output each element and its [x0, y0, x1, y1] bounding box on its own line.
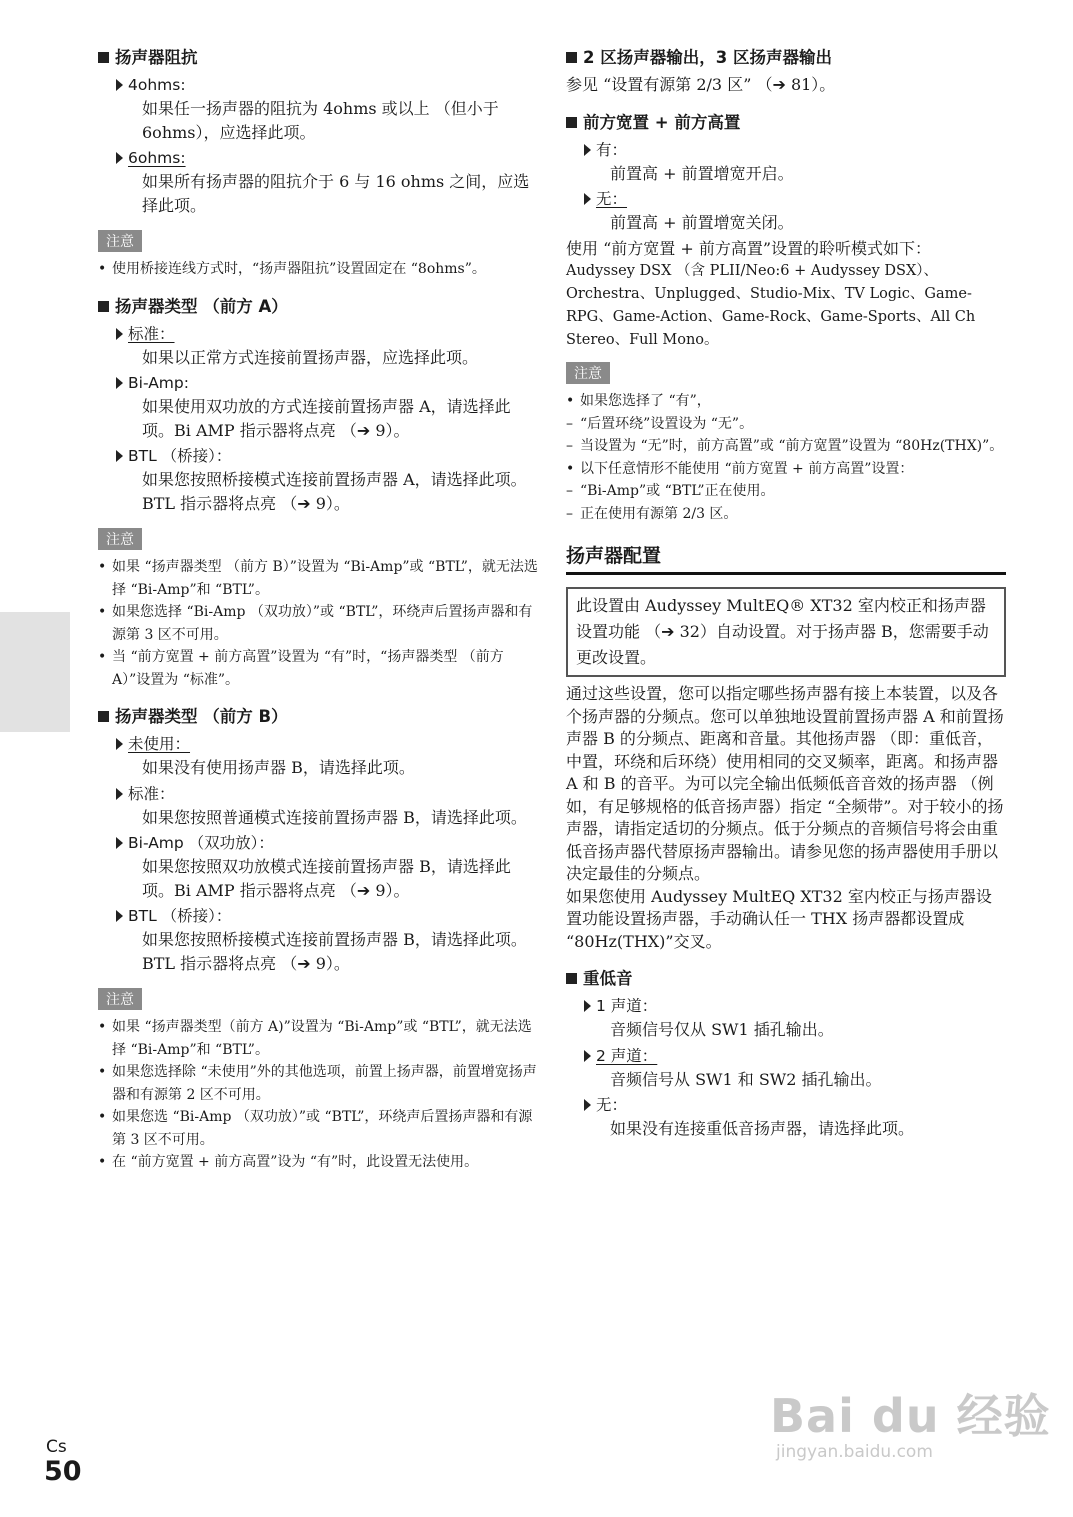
subwoofer-option-1ch: 1 声道： [584, 995, 1006, 1018]
triangle-bullet-icon [116, 79, 123, 91]
speaker-config-para1: 通过这些设置，您可以指定哪些扬声器有接上本装置，以及各个扬声器的分频点。您可以单独地设置前置扬声器 A 和前置扬声器 B 的分频点、距离和音量。其他扬声器 （即：重低音，中置，环绕和后环绕）使用相同的交叉频率，距离。和扬声器 A 和 B 的音平。为可以完全输出低频低音音效的扬声器 （例如，有足够规格的低音扬声器）指定 “全频带”。对于较小的扬声器，请指定适切的分频点。低于分频点的音频信号将会由重低音扬声器代替原扬声器输出。请参见您的扬声器使用手册以决定最佳的分频点。 [566, 684, 1004, 883]
note-item: • 如果 “扬声器类型（前方 A)”设置为 “Bi-Amp”或 “BTL”，就无法选择 “Bi-Amp”和 “BTL”。 [98, 1019, 532, 1058]
triangle-bullet-icon [584, 1099, 591, 1111]
triangle-bullet-icon [116, 377, 123, 389]
triangle-bullet-icon [116, 837, 123, 849]
type-b-option-unused-desc: 如果没有使用扬声器 B，请选择此项。 [142, 758, 415, 777]
wide-high-modes: Audyssey DSX （含 PLII/Neo:6 + Audyssey DSX）、Orchestra、Unplugged、Studio-Mix、TV Logic、Game-RPG、Game-Action、Game-Rock、Game-Sports、All Ch Stereo、Full Mono。 [566, 263, 976, 348]
note-item: • 在 “前方宽置 + 前方高置”设为 “有”时，此设置无法使用。 [98, 1154, 479, 1170]
triangle-bullet-icon [116, 738, 123, 750]
wide-high-option-on: 有： [584, 139, 1006, 162]
note-item: • 如果您选择了 “有”， [566, 393, 711, 409]
triangle-bullet-icon [584, 1050, 591, 1062]
triangle-bullet-icon [116, 788, 123, 800]
type-b-notes [98, 1016, 540, 1174]
note-label: 注意 [98, 528, 142, 550]
note-label: 注意 [98, 988, 142, 1010]
type-b-option-unused: 未使用： [116, 733, 540, 756]
type-a-notes [98, 556, 540, 691]
subwoofer-option-none-desc: 如果没有连接重低音扬声器，请选择此项。 [610, 1119, 915, 1138]
note-item: – 正在使用有源第 2/3 区。 [566, 505, 738, 522]
speaker-config-para2: 如果您使用 Audyssey MultEQ XT32 室内校正与扬声器设置功能设置扬声器，手动确认任一 THX 扬声器都设置成 “80Hz(THX)”交叉。 [566, 886, 992, 951]
wide-high-intro: 使用 “前方宽置 + 前方高置”设置的聆听模式如下： [566, 238, 932, 258]
square-bullet-icon [98, 52, 109, 63]
triangle-bullet-icon [584, 144, 591, 156]
zone-output-text: 参见 “设置有源第 2/3 区” （➔ 81）。 [566, 75, 836, 94]
type-a-option-biamp-desc: 如果使用双功放的方式连接前置扬声器 A，请选择此项。Bi AMP 指示器将点亮 （➔ 9）。 [142, 397, 511, 440]
option-4ohms: 4ohms: [116, 74, 540, 97]
triangle-bullet-icon [584, 1000, 591, 1012]
square-bullet-icon [98, 301, 109, 312]
note-item: – “Bi-Amp”或 “BTL”正在使用。 [566, 483, 775, 499]
note-item: • 如果 “扬声器类型 （前方 B）”设置为 “Bi-Amp”或 “BTL”，就无法选择 “Bi-Amp”和 “BTL”。 [98, 559, 538, 598]
triangle-bullet-icon [116, 910, 123, 922]
type-a-option-btl: BTL （桥接）： [116, 445, 540, 468]
subwoofer-option-none: 无： [584, 1094, 1006, 1117]
type-b-option-standard-desc: 如果您按照普通模式连接前置扬声器 B，请选择此项。 [142, 807, 527, 827]
type-b-heading: 扬声器类型 （前方 B） [98, 705, 540, 729]
speaker-config-title: 扬声器配置 [566, 541, 1006, 575]
right-column [566, 40, 1006, 1144]
watermark-url: jingyan.baidu.com [776, 1442, 933, 1462]
wide-high-heading: 前方宽置 + 前方高置 [566, 111, 1006, 135]
type-a-heading: 扬声器类型 （前方 A） [98, 295, 540, 319]
speaker-config-box: 此设置由 Audyssey MultEQ® XT32 室内校正和扬声器设置功能 （➔ 32）自动设置。对于扬声器 B，您需要手动更改设置。 [566, 587, 1006, 677]
note-item: • 如果您选择除 “未使用”外的其他选项，前置上扬声器，前置增宽扬声器和有源第 2 区不可用。 [98, 1064, 537, 1103]
type-a-option-biamp: Bi-Amp: [116, 372, 540, 395]
wide-high-option-off: 无： [584, 188, 1006, 211]
triangle-bullet-icon [584, 193, 591, 205]
subwoofer-option-1ch-desc: 音频信号仅从 SW1 插孔输出。 [610, 1020, 834, 1039]
zone-output-heading: 2 区扬声器输出，3 区扬声器输出 [566, 46, 1006, 70]
impedance-notes [98, 258, 540, 281]
square-bullet-icon [566, 117, 577, 128]
note-item: – “后置环绕”设置设为 “无”。 [566, 415, 754, 432]
square-bullet-icon [98, 711, 109, 722]
note-label: 注意 [98, 230, 142, 252]
left-column [98, 40, 540, 1174]
note-item: • 如果您选 “Bi-Amp （双功放）”或 “BTL”，环绕声后置扬声器和有源第 3 区不可用。 [98, 1109, 533, 1148]
triangle-bullet-icon [116, 450, 123, 462]
wide-high-notes [566, 390, 1006, 525]
wide-high-option-on-desc: 前置高 + 前置增宽开启。 [610, 163, 794, 183]
page-number: 50 [44, 1456, 82, 1487]
triangle-bullet-icon [116, 152, 123, 164]
type-b-option-standard: 标准： [116, 783, 540, 806]
baidu-watermark [770, 1380, 1051, 1462]
subwoofer-option-2ch-desc: 音频信号从 SW1 和 SW2 插孔输出。 [610, 1069, 882, 1089]
type-b-option-btl-desc: 如果您按照桥接模式连接前置扬声器 B，请选择此项。BTL 指示器将点亮 （➔ 9）。 [142, 930, 527, 973]
subwoofer-option-2ch: 2 声道： [584, 1045, 1006, 1068]
square-bullet-icon [566, 973, 577, 984]
type-a-option-standard: 标准： [116, 323, 540, 346]
note-item: • 当 “前方宽置 + 前方高置”设置为 “有”时，“扬声器类型 （前方 A）”设置为 “标准”。 [98, 649, 504, 688]
triangle-bullet-icon [116, 328, 123, 340]
note-item: • 如果您选择 “Bi-Amp （双功放）”或 “BTL”，环绕声后置扬声器和有源第 3 区不可用。 [98, 604, 533, 643]
type-a-option-standard-desc: 如果以正常方式连接前置扬声器，应选择此项。 [142, 347, 479, 367]
subwoofer-heading: 重低音 [566, 967, 1006, 991]
square-bullet-icon [566, 52, 577, 63]
wide-high-option-off-desc: 前置高 + 前置增宽关闭。 [610, 213, 794, 232]
note-item: • 使用桥接连线方式时，“扬声器阻抗”设置固定在 “8ohms”。 [98, 261, 486, 277]
watermark-brand: Bai du 经验 [770, 1389, 1051, 1443]
note-label: 注意 [566, 362, 610, 384]
chapter-side-tab [0, 612, 70, 732]
option-6ohms: 6ohms: [116, 147, 540, 170]
type-b-option-biamp-desc: 如果您按照双功放模式连接前置扬声器 B，请选择此项。Bi AMP 指示器将点亮 （➔ 9）。 [142, 857, 511, 900]
impedance-heading: 扬声器阻抗 [98, 46, 540, 70]
option-4ohms-desc: 如果任一扬声器的阻抗为 4ohms 或以上 （但小于 6ohms），应选择此项。 [142, 99, 499, 142]
type-b-option-biamp: Bi-Amp （双功放）： [116, 832, 540, 855]
page-language-code: Cs [46, 1437, 67, 1457]
type-a-option-btl-desc: 如果您按照桥接模式连接前置扬声器 A，请选择此项。BTL 指示器将点亮 （➔ 9）。 [142, 470, 527, 513]
note-item: – 当设置为 “无”时，前方高置”或 “前方宽置”设置为 “80Hz(THX)”。 [566, 438, 1004, 454]
type-b-option-btl: BTL （桥接）： [116, 905, 540, 928]
note-item: • 以下任意情形不能使用 “前方宽置 + 前方高置”设置： [566, 460, 914, 477]
option-6ohms-desc: 如果所有扬声器的阻抗介于 6 与 16 ohms 之间，应选择此项。 [142, 172, 530, 215]
